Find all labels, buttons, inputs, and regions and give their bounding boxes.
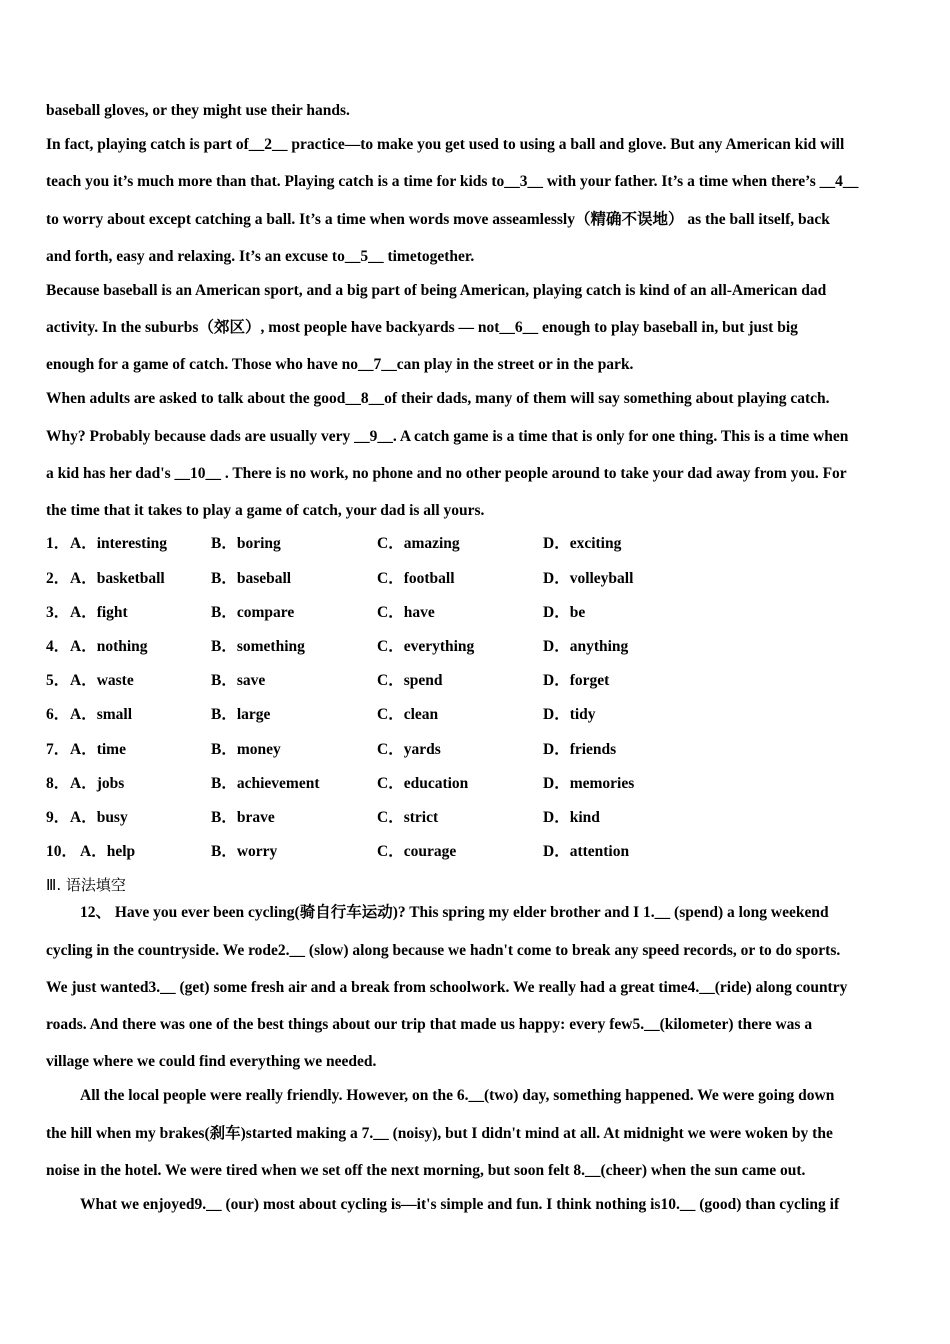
passage-line: and forth, easy and relaxing. It’s an excuse to__5__ timetogether. [46, 247, 475, 265]
passage-line: All the local people were really friendly. However, on the 6.__(two) day, something happened. We were going down [80, 1087, 835, 1105]
passage-line: enough for a game of catch. Those who have no__7__can play in the street or in the park. [46, 356, 634, 374]
passage-line: to worry about except catching a ball. It’s a time when words move asseamlessly（精确不误地） as the ball itself, back [46, 210, 830, 228]
option-d: D．anything [543, 637, 629, 655]
passage-line: activity. In the suburbs（郊区）, most people have backyards — not__6__ enough to play baseball in, but just big [46, 319, 798, 337]
question-row [46, 530, 908, 564]
question-number: 3． [46, 603, 70, 621]
passage-line: When adults are asked to talk about the good__8__of their dads, many of them will say something about playing catch. [46, 390, 830, 408]
option-d: D．friends [543, 740, 617, 758]
passage-line: In fact, playing catch is part of__2__ practice—to make you get used to using a ball and glove. But any American kid will [46, 136, 845, 153]
option-b: B．baseball [211, 569, 292, 587]
option-b: B．save [211, 672, 266, 690]
question-row [46, 701, 908, 735]
option-c: C．clean [377, 706, 439, 724]
question-number: 5． [46, 672, 70, 690]
passage-line: village where we could find everything we needed. [46, 1053, 377, 1071]
option-d: D．be [543, 603, 586, 621]
section-heading: Ⅲ. 语法填空 [46, 876, 126, 895]
passage-line: cycling in the countryside. We rode2.__ (slow) along because we hadn't come to break any speed records, or to do sports. [46, 941, 841, 959]
option-a: A．basketball [70, 569, 165, 587]
option-d: D．tidy [543, 706, 596, 724]
passage-line: Because baseball is an American sport, and a big part of being American, playing catch is kind of an all-American dad [46, 281, 827, 299]
passage-line: roads. And there was one of the best things about our trip that made us happy: every few5.__(kilometer) there was a [46, 1016, 813, 1034]
option-c: C．education [377, 774, 469, 792]
option-d: D．kind [543, 808, 600, 826]
option-c: C．courage [377, 843, 457, 861]
question-number: 4． [46, 637, 70, 655]
question-row [46, 736, 908, 770]
question-number: 9． [46, 808, 70, 826]
question-number: 6． [46, 706, 70, 724]
passage-line: the time that it takes to play a game of catch, your dad is all yours. [46, 502, 485, 520]
option-c: C．everything [377, 637, 475, 655]
question-number: 1． [46, 535, 70, 553]
passage-line: Why? Probably because dads are usually very __9__. A catch game is a time that is only for one thing. This is a time when [46, 427, 849, 445]
option-c: C．have [377, 603, 435, 621]
option-b: B．achievement [211, 774, 320, 792]
question-number: 2． [46, 569, 70, 587]
option-a: A．nothing [70, 637, 148, 655]
option-b: B．compare [211, 603, 295, 621]
passage-line: baseball gloves, or they might use their hands. [46, 102, 350, 119]
grammar-passage [46, 898, 908, 1227]
option-b: B．something [211, 637, 305, 655]
option-a: A．fight [70, 603, 128, 621]
passage-line: teach you it’s much more than that. Playing catch is a time for kids to__3__ with your father. It’s a time when there’s __4__ [46, 173, 859, 191]
document-page [46, 96, 908, 1227]
option-a: A．jobs [70, 774, 125, 792]
option-a: A．help [80, 843, 136, 861]
question-row [46, 667, 908, 701]
option-b: B．large [211, 706, 271, 724]
question-row [46, 565, 908, 599]
passage-line: What we enjoyed9.__ (our) most about cycling is—it's simple and fun. I think nothing is10.__ (good) than cycling if [80, 1196, 840, 1214]
passage-line: the hill when my brakes(刹车)started making a 7.__ (noisy), but I didn't mind at all. At midnight we were woken by the [46, 1124, 833, 1142]
option-a: A．interesting [70, 535, 168, 553]
option-b: B．money [211, 740, 281, 758]
question-row [46, 633, 908, 667]
question-list [46, 530, 908, 872]
option-c: C．amazing [377, 535, 460, 553]
question-row [46, 770, 908, 804]
option-d: D．exciting [543, 535, 622, 553]
option-d: D．forget [543, 672, 610, 690]
question-row [46, 804, 908, 838]
option-a: A．busy [70, 808, 128, 826]
option-d: D．attention [543, 843, 630, 861]
passage-line: We just wanted3.__ (get) some fresh air and a break from schoolwork. We really had a great time4.__(ride) along country [46, 978, 848, 996]
option-d: D．volleyball [543, 569, 634, 587]
passage-line: 12、 Have you ever been cycling(骑自行车运动)? This spring my elder brother and I 1.__ (spend) a long weekend [80, 904, 829, 922]
option-c: C．strict [377, 808, 439, 826]
option-a: A．small [70, 706, 133, 724]
option-a: A．waste [70, 672, 134, 690]
option-c: C．yards [377, 740, 441, 758]
passage-line: noise in the hotel. We were tired when we set off the next morning, but soon felt 8.__(cheer) when the sun came out. [46, 1162, 806, 1180]
question-number: 8． [46, 774, 70, 792]
option-d: D．memories [543, 774, 635, 792]
option-a: A．time [70, 740, 126, 758]
reading-passage [46, 96, 908, 530]
question-number: 10． [46, 843, 78, 861]
option-c: C．football [377, 569, 455, 587]
option-b: B．boring [211, 535, 281, 553]
question-row [46, 838, 908, 872]
question-row [46, 599, 908, 633]
option-b: B．worry [211, 843, 278, 861]
option-b: B．brave [211, 808, 275, 826]
option-c: C．spend [377, 672, 443, 690]
passage-line: a kid has her dad's __10__ . There is no work, no phone and no other people around to take your dad away from you. For [46, 465, 847, 483]
question-number: 7． [46, 740, 70, 758]
